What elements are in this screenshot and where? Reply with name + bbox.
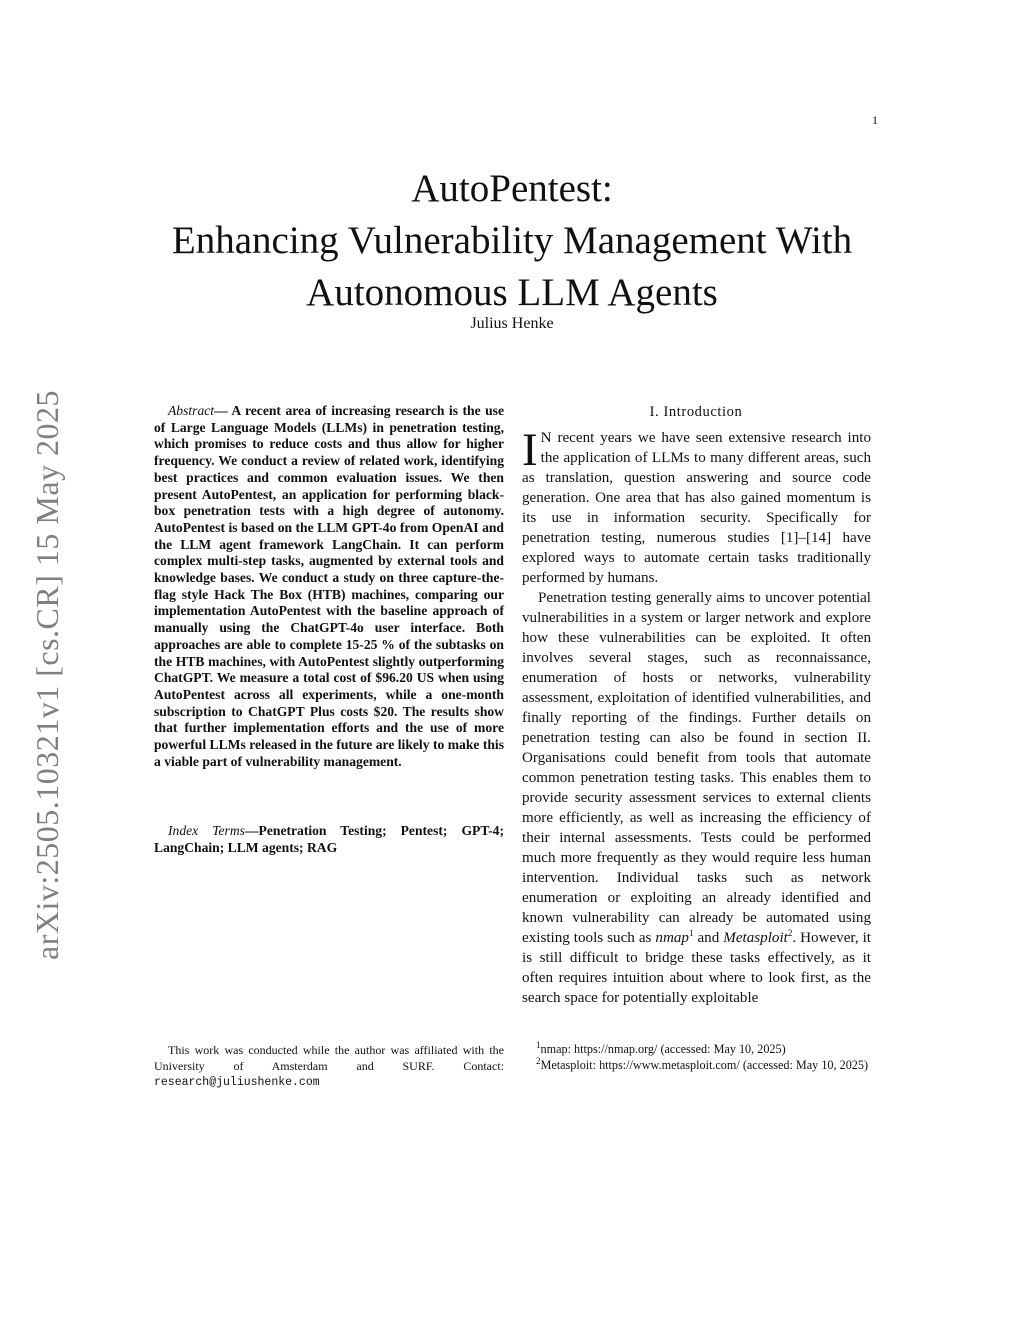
- tool-nmap: nmap: [655, 930, 689, 946]
- title-line-1: AutoPentest:: [411, 167, 613, 210]
- footnote-2: [522, 1057, 871, 1073]
- author-name: Julius Henke: [470, 315, 554, 332]
- arxiv-identifier-stamp: arXiv:2505.10321v1 [cs.CR] 15 May 2025: [29, 389, 65, 960]
- drop-cap: I: [522, 424, 538, 476]
- conjunction: and: [693, 930, 724, 946]
- abstract-label: Abstract: [168, 403, 215, 418]
- footnote-2-mark: 2: [536, 1055, 541, 1066]
- intro-paragraph-1: [522, 424, 871, 588]
- title-line-2: Enhancing Vulnerability Management With: [171, 219, 853, 262]
- abstract-text: A recent area of increasing research is the use of Large Language Models (LLMs) in penetration testing, which promises to reduce costs and thus allow for higher frequency. We conduct a review of related work, identifying best practices and common evaluation issues. We then present AutoPentest, an application for performing black-box penetration tests with a high degree of autonomy. AutoPentest is based on the LLM GPT-4o from OpenAI and the LLM agent framework LangChain. It can perform complex multi-step tasks, augmented by external tools and knowledge bases. We conduct a study on three capture-the-flag style Hack The Box (HTB) machines, comparing our implementation AutoPentest with the baseline approach of manually using the ChatGPT-4o user interface. Both approaches are able to complete 15-25 % of the subtasks on the HTB machines, with AutoPentest slightly outperforming ChatGPT. We measure a total cost of $96.20 US when using AutoPentest across all experiments, while a one-month subscription to ChatGPT Plus costs $20. The results show that further implementation efforts and the use of more powerful LLMs released in the future are likely to make this a viable part of vulnerability management.: [154, 403, 504, 769]
- abstract: [154, 403, 504, 770]
- paper-title: [140, 163, 884, 319]
- index-terms-text: —Penetration Testing; Pentest; GPT-4; LangChain; LLM agents; RAG: [154, 823, 504, 855]
- introduction-body: [522, 424, 872, 1008]
- footnote-mark-2: 2: [787, 927, 793, 938]
- affiliation-footnote: [154, 1043, 504, 1091]
- tool-metasploit: Metasploit: [723, 930, 788, 946]
- footnote-1-text: nmap: https://nmap.org/ (accessed: May 10, 2025): [540, 1042, 786, 1056]
- abstract-dash: —: [214, 403, 228, 418]
- contact-email: research@juliushenke.com: [154, 1076, 320, 1089]
- footnote-mark-1: 1: [688, 927, 694, 938]
- page-footnotes: [522, 1041, 871, 1073]
- affiliation-text: This work was conducted while the author was affiliated with the University of Amsterdam and SURF. Contact:: [154, 1043, 504, 1073]
- section-heading-introduction: I. Introduction: [649, 404, 743, 420]
- footnote-2-text: Metasploit: https://www.metasploit.com/ (accessed: May 10, 2025): [540, 1058, 869, 1072]
- intro-paragraph-2: [522, 588, 871, 1008]
- page-number: 1: [872, 113, 878, 127]
- intro-paragraph-2-text-a: Penetration testing generally aims to uncover potential vulnerabilities in a system or larger network and explore how these vulnerabilities can be exploited. It often involves several stages, such as reconnaissance, enumeration of hosts or networks, vulnerability assessment, exploitation of identified vulnerabilities, and finally reporting of the findings. Further details on penetration testing can also be found in section II. Organisations could benefit from tools that automate common penetration testing tasks. This enables them to provide security assessment services to external clients more efficiently, as well as increasing the efficiency of their internal assessments. Tests could be performed much more frequently as they would require less human intervention. Individual tasks such as network enumeration or exploiting an already identified and known vulnerability can already be automated using existing tools such as: [522, 590, 871, 946]
- intro-paragraph-2-text-b: . However, it is still difficult to bridge these tasks effectively, as it often requires intuition about where to look first, as the search space for potentially exploitable: [522, 930, 872, 1006]
- footnote-1: [522, 1041, 871, 1057]
- index-terms-label: Index Terms: [168, 823, 245, 838]
- index-terms: [154, 823, 504, 856]
- footnote-1-mark: 1: [536, 1039, 541, 1050]
- intro-paragraph-1-text: N recent years we have seen extensive research into the application of LLMs to many different areas, such as translation, question answering and source code generation. One area that has also gained momentum is its use in information security. Specifically for penetration testing, numerous studies [1]–[14] have explored ways to automate certain tasks traditionally performed by humans.: [522, 430, 871, 586]
- title-line-3: Autonomous LLM Agents: [306, 271, 718, 314]
